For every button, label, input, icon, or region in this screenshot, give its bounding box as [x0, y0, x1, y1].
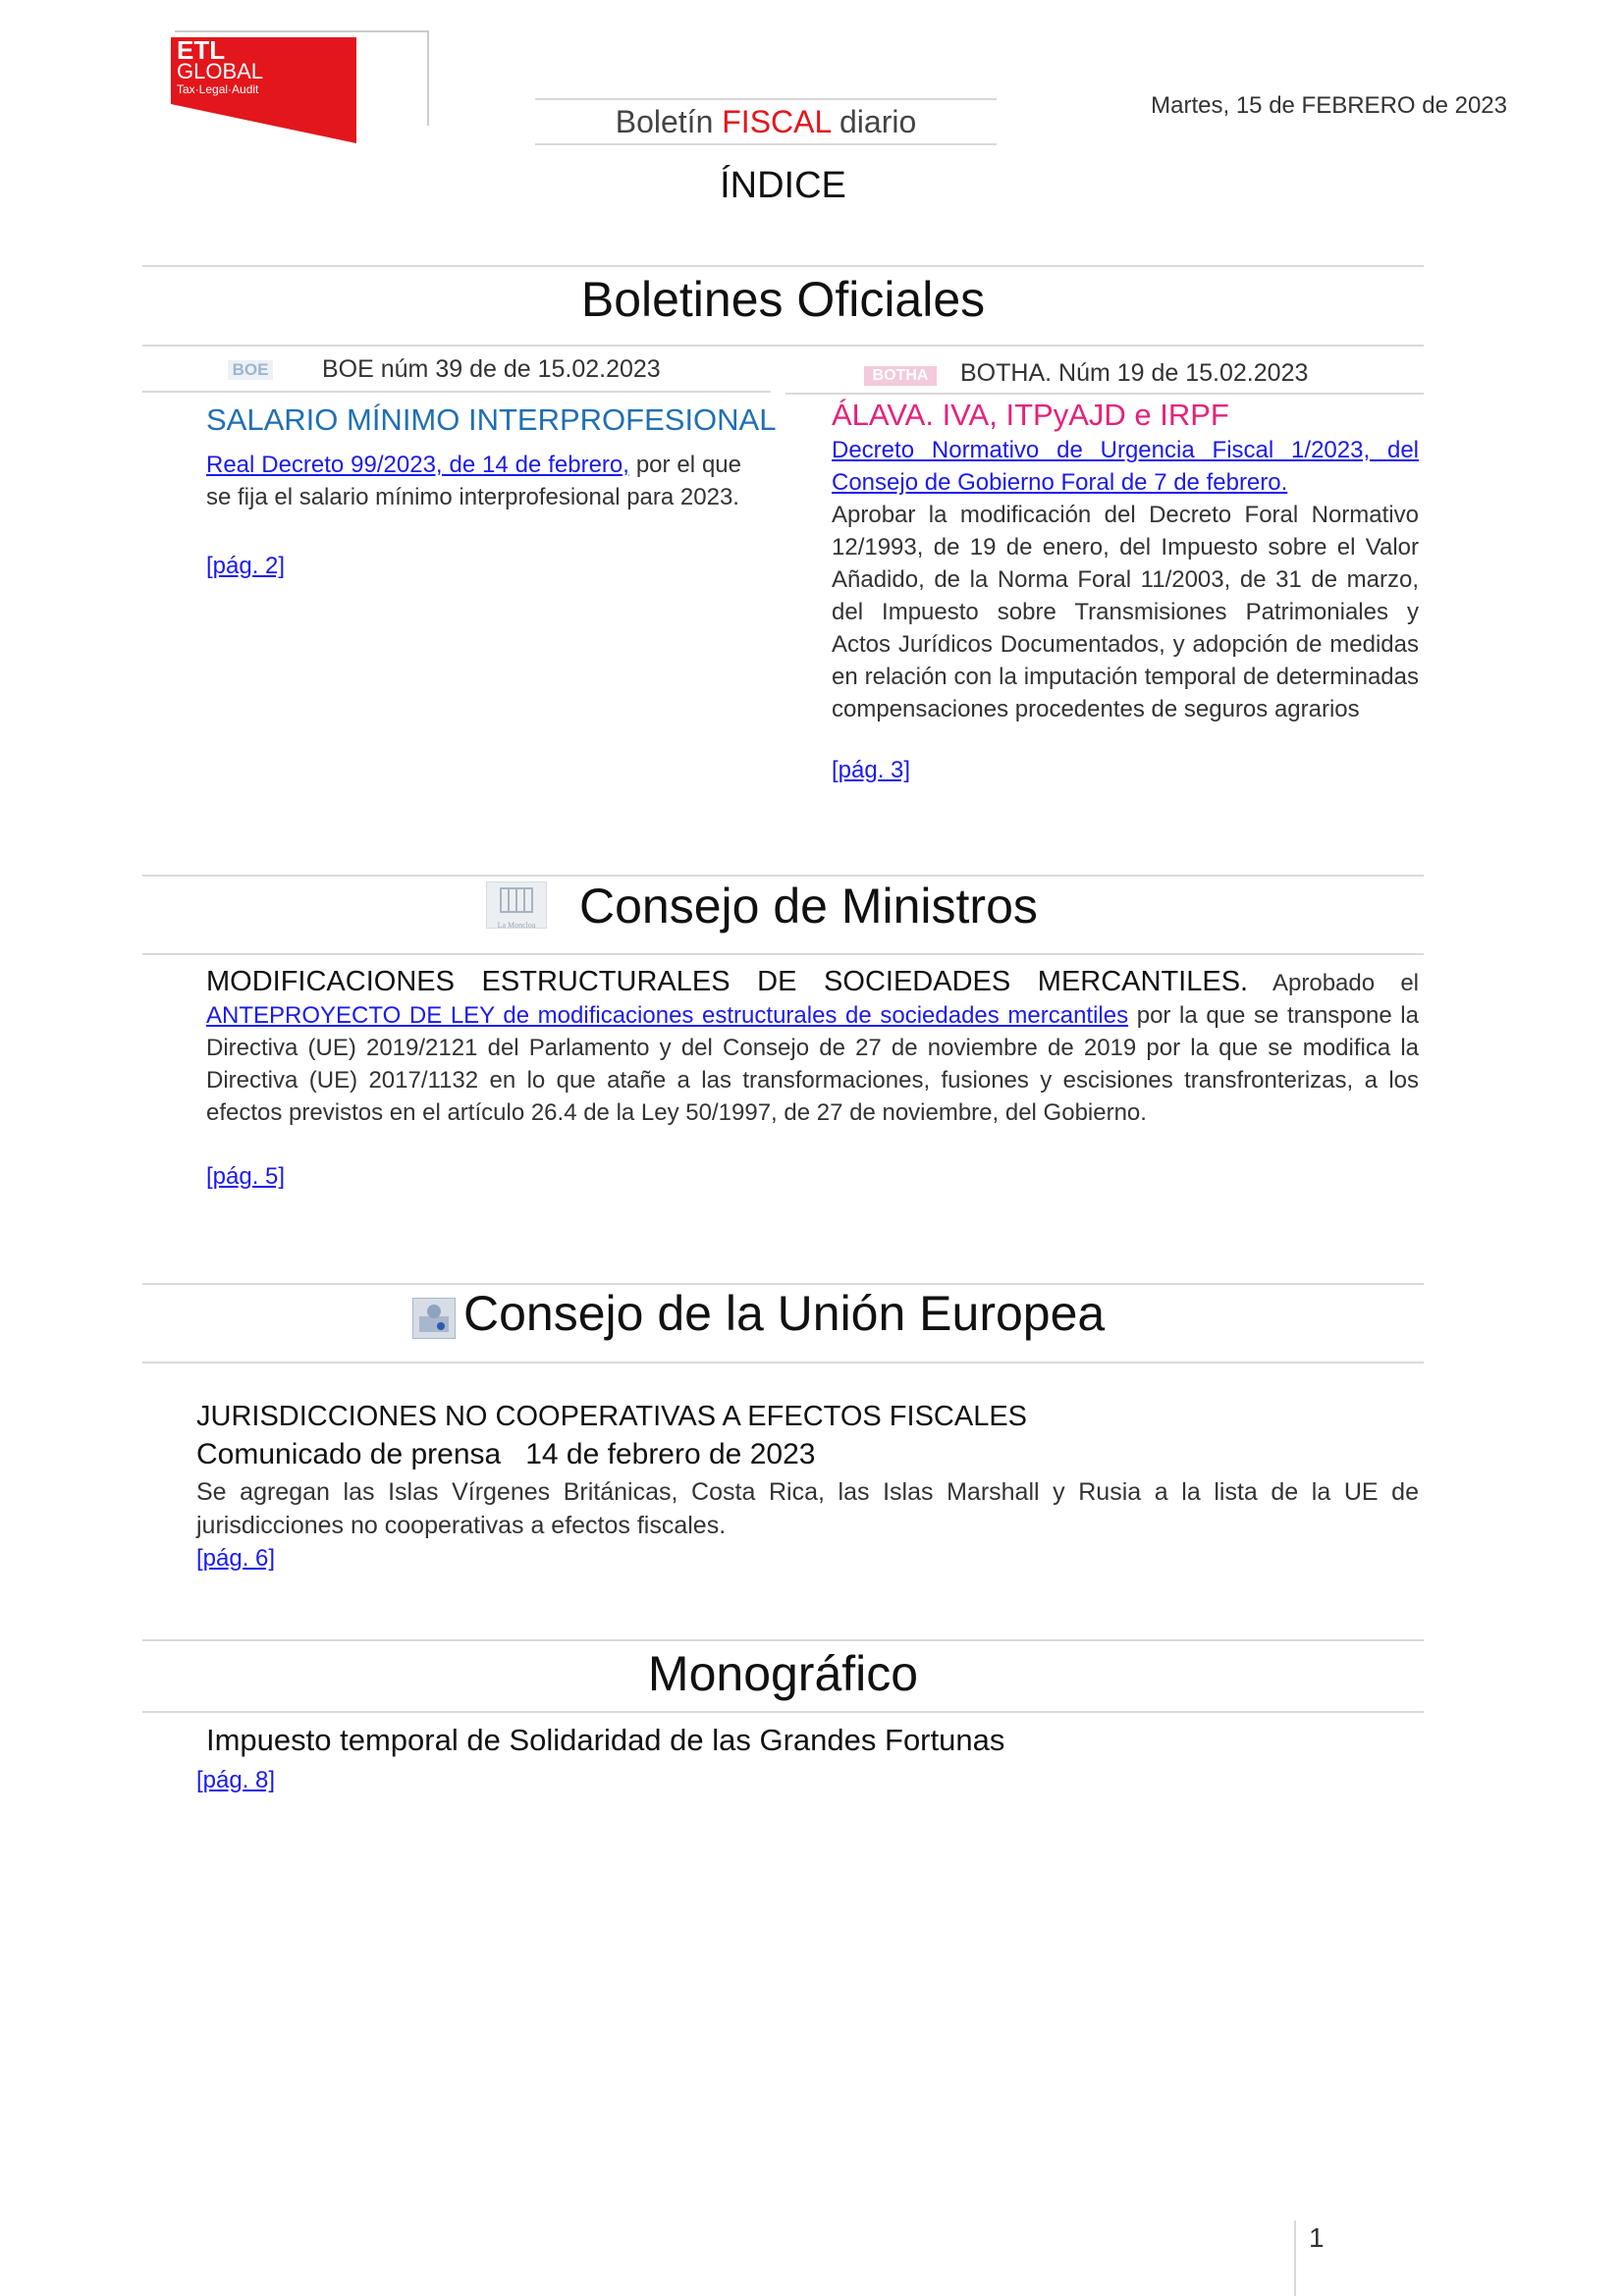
section-title-ue: Consejo de la Unión Europea — [463, 1286, 1106, 1341]
moncloa-building-icon — [487, 882, 546, 916]
anteproyecto-link[interactable]: ANTEPROYECTO DE LEY de modificaciones estructurales de sociedades mercantiles — [206, 1002, 1129, 1029]
boe-entry — [206, 449, 741, 513]
bulletin-title-post: diario — [831, 104, 917, 139]
header-date: Martes, 15 de FEBRERO de 2023 — [1151, 92, 1507, 119]
logo — [165, 27, 430, 145]
section-rule-ue-top — [142, 1283, 1424, 1285]
header-rule-top — [535, 98, 997, 100]
botha-page-link[interactable]: [pág. 3] — [832, 757, 911, 783]
section-rule-ministros-top — [142, 875, 1424, 877]
eu-building-icon — [413, 1299, 455, 1338]
ue-page-link[interactable]: [pág. 6] — [196, 1545, 276, 1572]
botha-entry-text: Aprobar la modificación del Decreto Foral Normativo 12/1993, de 19 de enero, del Impuesto sobre el Valor Añadido, de la Norma Foral 11/2003, de 31 de marzo, del Impuesto sobre Transmisiones Patrimoniales y Actos Jurídicos Documentados, y adopción de medidas en relación con la imputación temporal de determinadas compensaciones procedentes de seguros agrarios — [832, 502, 1419, 722]
eu-council-logo — [412, 1298, 456, 1339]
ue-entry-text: Se agregan las Islas Vírgenes Británicas, Costa Rica, las Islas Marshall y Rusia a la lista de la UE de jurisdicciones no cooperativas a efectos fiscales. — [196, 1478, 1419, 1539]
ministros-text-post: por la que se transpone la Directiva (UE) 2019/2121 del Parlamento y del Consejo de 27 de noviembre de 2019 por la que se modifica la Directiva (UE) 2017/1132 en lo que atañe a las transformaciones, fusiones y escisiones transfronterizas, a los efectos previstos en el artículo 26.4 de la Ley 50/1997, de 27 de noviembre, del Gobierno. — [206, 1002, 1419, 1126]
section-rule-boletines-top — [142, 265, 1424, 267]
boe-page-link[interactable]: [pág. 2] — [206, 553, 286, 579]
bulletin-title — [535, 102, 997, 141]
moncloa-logo — [486, 881, 547, 929]
ministros-entry — [206, 966, 1419, 1129]
section-title-monografico: Monográfico — [647, 1646, 919, 1701]
bulletin-title-pre: Boletín — [615, 104, 723, 139]
section-title-boletines: Boletines Oficiales — [580, 272, 986, 327]
section-rule-ministros-bottom — [142, 953, 1424, 955]
boe-heading: BOE núm 39 de de 15.02.2023 — [322, 355, 661, 383]
index-title: ÍNDICE — [720, 165, 846, 206]
ue-press-release: Comunicado de prensa 14 de febrero de 2023 — [196, 1438, 816, 1470]
ue-subject: JURISDICCIONES NO COOPERATIVAS A EFECTOS FISCALES — [196, 1401, 1028, 1432]
ministros-subject: MODIFICACIONES ESTRUCTURALES DE SOCIEDADES MERCANTILES. — [206, 966, 1249, 997]
header-rule-bottom — [535, 143, 997, 145]
boe-decree-link[interactable]: Real Decreto 99/2023, de 14 de febrero, — [206, 452, 629, 478]
boe-entry-text: por el que se fija el salario mínimo interprofesional para 2023. — [206, 452, 742, 510]
bulletin-title-fiscal: FISCAL — [722, 104, 832, 139]
botha-decree-link[interactable]: Decreto Normativo de Urgencia Fiscal 1/2023, del Consejo de Gobierno Foral de 7 de febrero. — [832, 437, 1419, 496]
boe-heading-rule — [142, 391, 771, 393]
botha-subject: ÁLAVA. IVA, ITPyAJD e IRPF — [832, 398, 1229, 432]
logo-text-global: GLOBAL — [177, 59, 264, 83]
monografico-subject: Impuesto temporal de Solidaridad de las Grandes Fortunas — [206, 1723, 1005, 1757]
botha-heading: BOTHA. Núm 19 de 15.02.2023 — [960, 359, 1309, 387]
section-rule-boletines-bottom — [142, 345, 1424, 347]
logo-text-etl: ETL — [177, 35, 226, 65]
monografico-page-link[interactable]: [pág. 8] — [196, 1767, 276, 1793]
logo-text-tagline: Tax·Legal·Audit — [177, 82, 259, 96]
botha-logo: BOTHA — [864, 366, 937, 386]
page-number: 1 — [1309, 2222, 1325, 2253]
footer-divider — [1294, 2220, 1296, 2296]
botha-entry — [832, 434, 1419, 725]
section-rule-monografico-bottom — [142, 1711, 1424, 1713]
boe-logo: BOE — [228, 360, 273, 380]
boe-subject: SALARIO MÍNIMO INTERPROFESIONAL — [206, 402, 777, 437]
ministros-page-link[interactable]: [pág. 5] — [206, 1163, 286, 1190]
section-rule-ue-bottom — [142, 1362, 1424, 1363]
section-rule-monografico-top — [142, 1639, 1424, 1641]
ministros-text-pre: Aprobado el — [1248, 970, 1419, 996]
section-title-ministros: Consejo de Ministros — [579, 879, 1038, 934]
botha-heading-rule — [785, 393, 1424, 395]
moncloa-logo-text: La Moncloa — [497, 921, 536, 930]
